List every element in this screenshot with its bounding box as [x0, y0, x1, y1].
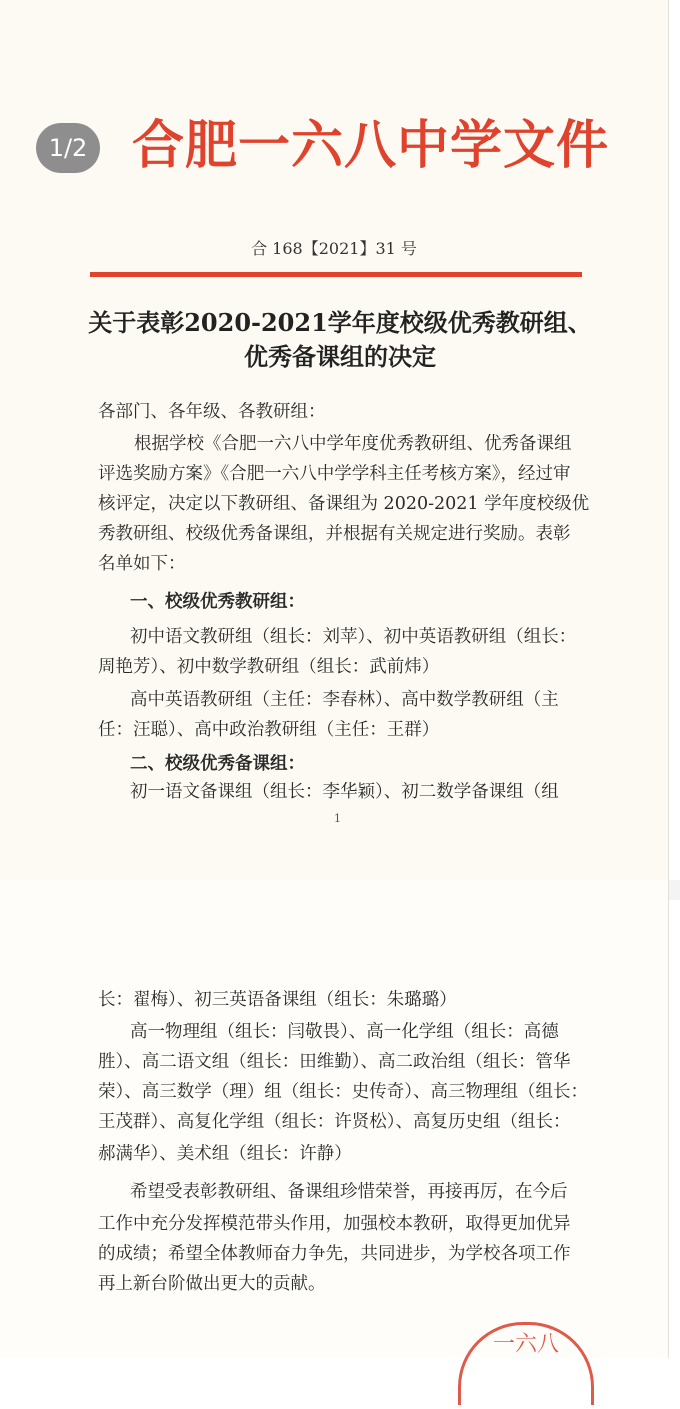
body-line: 郝满华）、美术组（组长：许静） — [98, 1144, 352, 1164]
letterhead-title: 合肥一六八中学文件 — [132, 115, 610, 176]
body-line: 根据学校《合肥一六八中学年度优秀教研组、优秀备课组 — [134, 434, 572, 454]
body-line: 再上新台阶做出更大的贡献。 — [98, 1274, 326, 1294]
body-line: 任：汪聪）、高中政治教研组（主任：王群） — [98, 720, 440, 740]
salutation: 各部门、各年级、各教研组： — [98, 402, 326, 422]
body-line: 长：翟梅）、初三英语备课组（组长：朱璐璐） — [98, 990, 457, 1010]
seal-text: 一六八 — [492, 1332, 559, 1357]
body-line: 初中语文教研组（组长：刘苹）、初中英语教研组（组长： — [130, 627, 577, 647]
body-line: 评选奖励方案》《合肥一六八中学学科主任考核方案》，经过审 — [98, 464, 571, 484]
body-line: 希望受表彰教研组、备课组珍惜荣誉，再接再厉，在今后 — [130, 1182, 568, 1202]
body-line: 周艳芳）、初中数学教研组（组长：武前炜） — [98, 657, 440, 677]
section-heading-research-groups: 一、校级优秀教研组： — [130, 592, 305, 612]
body-line: 高中英语教研组（主任：李春林）、高中数学教研组（主 — [130, 690, 559, 710]
page-number: 1 — [334, 812, 341, 825]
body-line: 秀教研组、校级优秀备课组，并根据有关规定进行奖励。表彰 — [98, 524, 571, 544]
body-line: 初一语文备课组（组长：李华颖）、初二数学备课组（组 — [130, 782, 559, 802]
body-line: 王茂群）、高复化学组（组长：许贤松）、高复历史组（组长： — [98, 1112, 571, 1132]
body-line: 名单如下： — [98, 554, 186, 574]
body-line: 荣）、高三数学（理）组（组长：史传奇）、高三物理组（组长： — [98, 1082, 588, 1102]
body-line: 胜）、高二语文组（组长：田维勤）、高二政治组（组长：管华 — [98, 1052, 571, 1072]
body-line: 核评定，决定以下教研组、备课组为 2020-2021 学年度校级优 — [98, 494, 590, 514]
document-title-line-1: 关于表彰2020-2021学年度校级优秀教研组、 — [88, 308, 592, 337]
section-heading-prep-groups: 二、校级优秀备课组： — [130, 754, 305, 774]
body-line: 的成绩；希望全体教师奋力争先，共同进步，为学校各项工作 — [98, 1244, 571, 1264]
document-number: 合 168【2021】31 号 — [251, 239, 417, 258]
body-line: 高一物理组（组长：闫敬畏）、高一化学组（组长：高德 — [130, 1022, 559, 1042]
document-title-line-2: 优秀备课组的决定 — [244, 342, 436, 371]
letterhead-divider — [90, 272, 582, 277]
body-line: 工作中充分发挥模范带头作用，加强校本教研，取得更加优异 — [98, 1214, 571, 1234]
page-indicator[interactable]: 1/2 — [36, 123, 100, 173]
